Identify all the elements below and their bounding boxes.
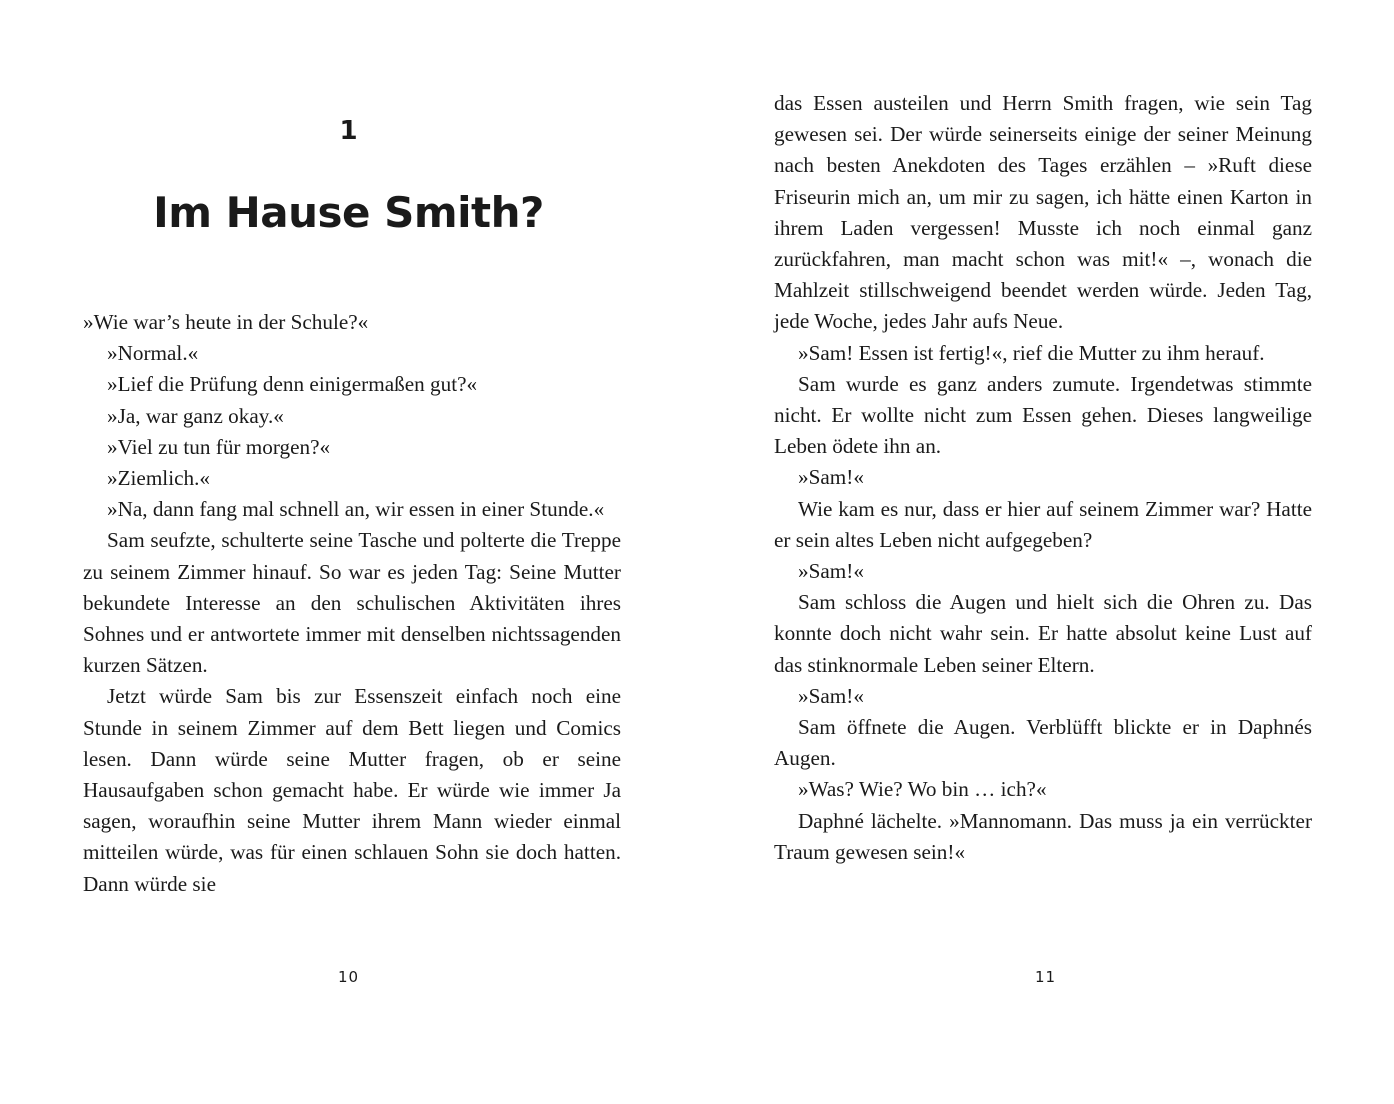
- paragraph: Wie kam es nur, dass er hier auf seinem Zimmer war? Hatte er sein altes Leben nicht aufgegeben?: [774, 496, 1312, 552]
- right-body-text: [774, 88, 1312, 868]
- chapter-title: Im Hause Smith?: [153, 188, 544, 237]
- paragraph: »Sam! Essen ist fertig!«, rief die Mutter zu ihm herauf.: [798, 340, 1265, 365]
- paragraph: »Viel zu tun für morgen?«: [107, 434, 331, 459]
- paragraph: Sam schloss die Augen und hielt sich die Ohren zu. Das konnte doch nicht wahr sein. Er hatte absolut keine Lust auf das stinknormale Leben seiner Eltern.: [774, 590, 1312, 677]
- paragraph: »Na, dann fang mal schnell an, wir essen in einer Stunde.«: [107, 497, 605, 522]
- paragraph: das Essen austeilen und Herrn Smith fragen, wie sein Tag gewesen sei. Der würde seinerseits einige der seiner Meinung nach besten Anekdoten des Tages erzählen – »Ruft diese Friseurin mich an, um mir zu sagen, ich hätte einen Karton in ihrem Laden vergessen! Musste ich noch einmal ganz zurückfahren, man macht schon was mit!« –, wonach die Mahlzeit stillschweigend beendet werden würde. Jeden Tag, jede Woche, jedes Jahr aufs Neue.: [774, 91, 1312, 334]
- paragraph: »Was? Wie? Wo bin … ich?«: [798, 777, 1047, 802]
- paragraph: »Sam!«: [798, 559, 864, 584]
- paragraph: Daphné lächelte. »Mannomann. Das muss ja ein verrückter Traum gewesen sein!«: [774, 808, 1312, 864]
- paragraph: »Ja, war ganz okay.«: [107, 403, 284, 428]
- paragraph: Sam wurde es ganz anders zumute. Irgendetwas stimmte nicht. Er wollte nicht zum Essen gehen. Dieses langweilige Leben ödete ihn an.: [774, 371, 1312, 459]
- paragraph: »Sam!«: [798, 465, 864, 490]
- page-number: 10: [337, 968, 360, 986]
- paragraph: Sam seufzte, schulterte seine Tasche und polterte die Treppe zu seinem Zimmer hinauf. So war es jeden Tag: Seine Mutter bekundete Interesse an den schulischen Aktivitäten ihres Sohnes und er antwortete immer mit denselben nichtssagenden kurzen Sätzen.: [83, 528, 621, 678]
- right-page: [697, 0, 1394, 1104]
- page-number: 11: [1034, 968, 1057, 986]
- left-body-text: [83, 307, 621, 900]
- paragraph: »Wie war’s heute in der Schule?«: [83, 310, 369, 334]
- paragraph: »Sam!«: [798, 683, 864, 708]
- chapter-number: 1: [339, 116, 358, 146]
- paragraph: »Ziemlich.«: [107, 466, 210, 491]
- paragraph: Sam öffnete die Augen. Verblüfft blickte er in Daphnés Augen.: [774, 715, 1312, 771]
- paragraph: »Normal.«: [107, 341, 199, 366]
- paragraph: »Lief die Prüfung denn einigermaßen gut?«: [107, 372, 478, 397]
- paragraph: Jetzt würde Sam bis zur Essenszeit einfach noch eine Stunde in seinem Zimmer auf dem Bett liegen und Comics lesen. Dann würde seine Mutter fragen, ob er seine Hausaufgaben schon gemacht habe. Er würde wie immer Ja sagen, woraufhin seine Mutter ihrem Mann wieder einmal mitteilen würde, was für einen schlauen Sohn sie doch hatten. Dann würde sie: [83, 684, 621, 896]
